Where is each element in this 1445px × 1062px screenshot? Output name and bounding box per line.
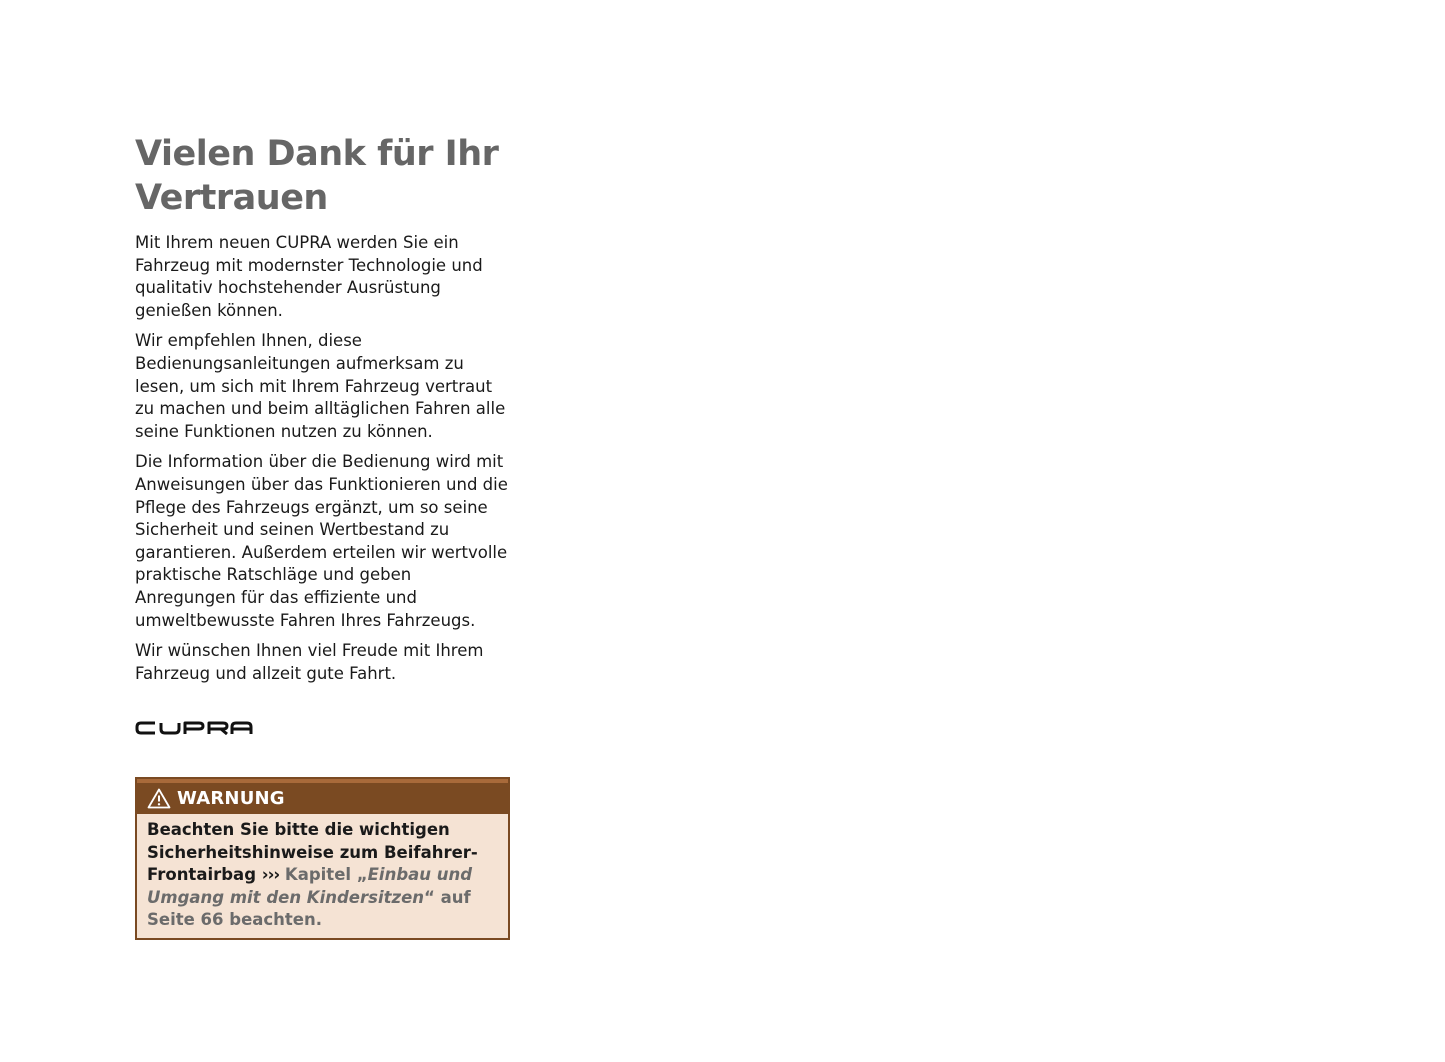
chapter-reference-title: Einbau und Umgang mit den Kindersitzen bbox=[147, 865, 473, 907]
closing-paragraph: Wir wünschen Ihnen viel Freude mit Ihrem Fahrzeug und allzeit gute Fahrt. bbox=[135, 641, 484, 683]
warning-title: WARNUNG bbox=[177, 788, 285, 809]
warning-header bbox=[137, 779, 508, 814]
page-title-line-1: Vielen Dank für Ihr bbox=[135, 134, 499, 174]
page-title-line-2: Vertrauen bbox=[135, 178, 328, 218]
information-paragraph: Die Information über die Bedienung wird mit Anweisungen über das Funktionieren und die Pflege des Fahrzeugs ergänzt, um so seine Sicherheit und seinen Wertbestand zu garantieren. Außerdem erteilen wir wertvolle praktische Ratschläge und geben Anregungen für das effiziente und umweltbewusste Fahren Ihres Fahrzeugs. bbox=[135, 452, 508, 630]
chapter-reference-suffix: “ auf Seite 66 beachten. bbox=[147, 887, 471, 930]
page-title bbox=[135, 132, 510, 220]
chapter-reference-prefix: Kapitel „ bbox=[284, 865, 368, 885]
warning-box bbox=[135, 777, 510, 940]
cross-reference-arrows: ››› bbox=[261, 865, 280, 885]
cupra-logo bbox=[135, 721, 510, 743]
intro-paragraph: Mit Ihrem neuen CUPRA werden Sie ein Fahrzeug mit modernster Technologie und qualitativ hochstehender Ausrüstung genießen können. bbox=[135, 233, 483, 320]
recommendation-paragraph: Wir empfehlen Ihnen, diese Bedienungsanleitungen aufmerksam zu lesen, um sich mit Ihrem Fahrzeug vertraut zu machen und beim alltäglichen Fahren alle seine Funktionen nutzen zu können. bbox=[135, 331, 506, 441]
warning-triangle-icon bbox=[147, 788, 177, 809]
main-column bbox=[135, 132, 510, 743]
warning-text bbox=[137, 814, 508, 938]
warning-body-text: Beachten Sie bitte die wichtigen Sicherheitshinweise zum Beifahrer-Frontairbag bbox=[147, 820, 478, 885]
